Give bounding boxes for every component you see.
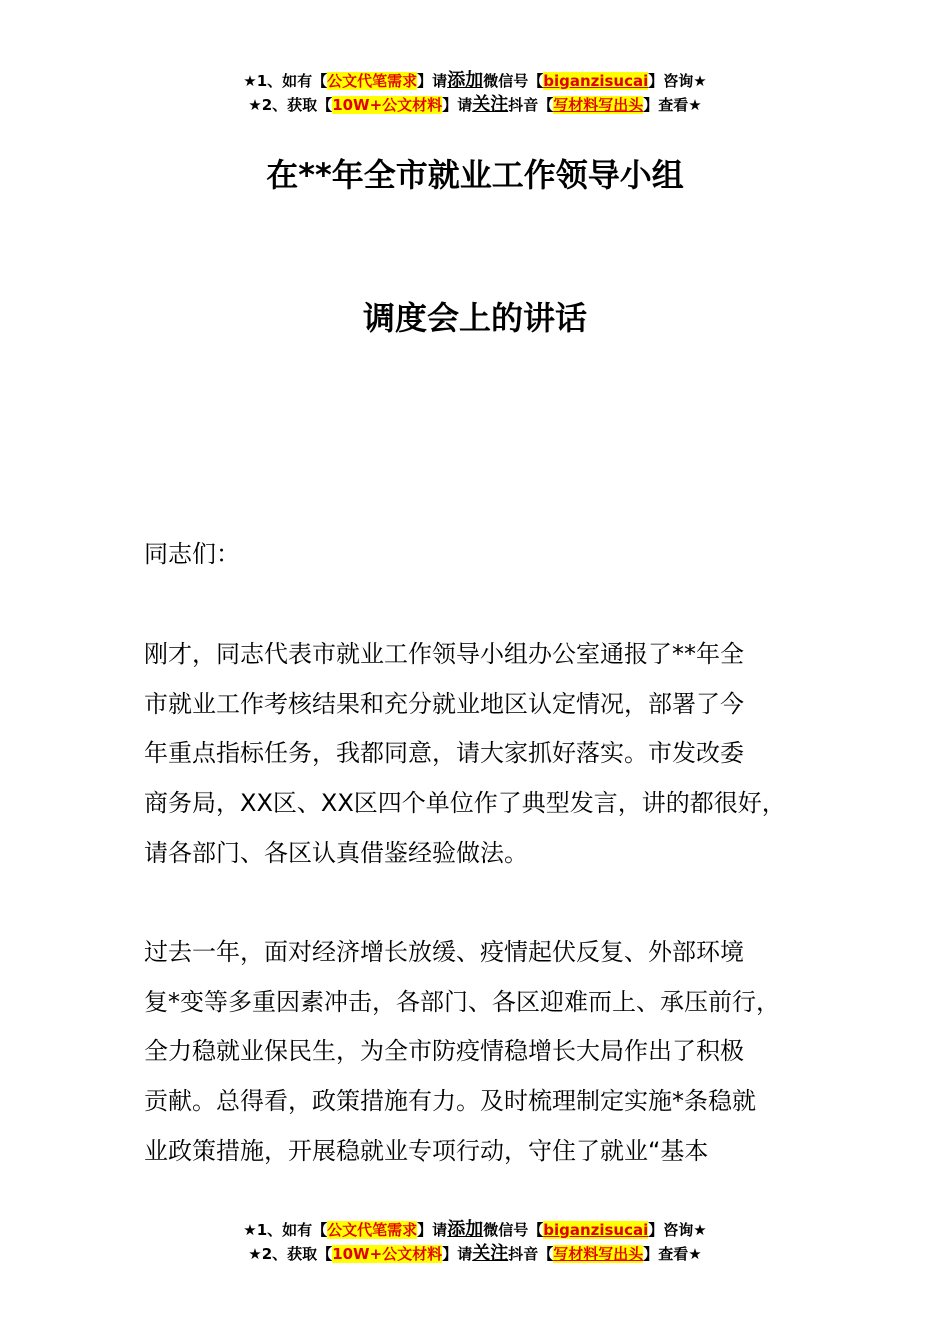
banner-line-2: ★2、获取【10W+公文材料】请关注抖音【写材料写出头】查看★ bbox=[248, 94, 702, 115]
banner-line-1: ★1、如有【公文代笔需求】请添加微信号【biganzisucai】咨询★ bbox=[243, 70, 707, 91]
header-banner bbox=[0, 69, 950, 117]
paragraph-1: 刚才，同志代表市就业工作领导小组办公室通报了**年全 市就业工作考核结果和充分就业地区认定情况，部署了今 年重点指标任务，我都同意，请大家抓好落实。市发改委 商务局，XX区、XX区四个单位作了典型发言，讲的都很好， 请各部门、各区认真借鉴经验做法。 bbox=[144, 640, 786, 867]
banner-line-1: ★1、如有【公文代笔需求】请添加微信号【biganzisucai】咨询★ bbox=[243, 1219, 707, 1240]
footer-banner bbox=[0, 1218, 950, 1266]
salutation: 同志们： bbox=[144, 540, 240, 568]
banner-line-2: ★2、获取【10W+公文材料】请关注抖音【写材料写出头】查看★ bbox=[248, 1243, 702, 1264]
title-line-2: 调度会上的讲话 bbox=[362, 299, 587, 337]
paragraph-2: 过去一年，面对经济增长放缓、疫情起伏反复、外部环境 复*变等多重因素冲击，各部门、各区迎难而上、承压前行， 全力稳就业保民生，为全市防疫情稳增长大局作出了积极 贡献。总得看，政策措施有力。及时梳理制定实施*条稳就 业政策措施，开展稳就业专项行动，守住了就业“基本 bbox=[144, 938, 780, 1165]
wechat-id: biganzisucai bbox=[543, 72, 649, 90]
title-line-1: 在**年全市就业工作领导小组 bbox=[266, 156, 684, 194]
